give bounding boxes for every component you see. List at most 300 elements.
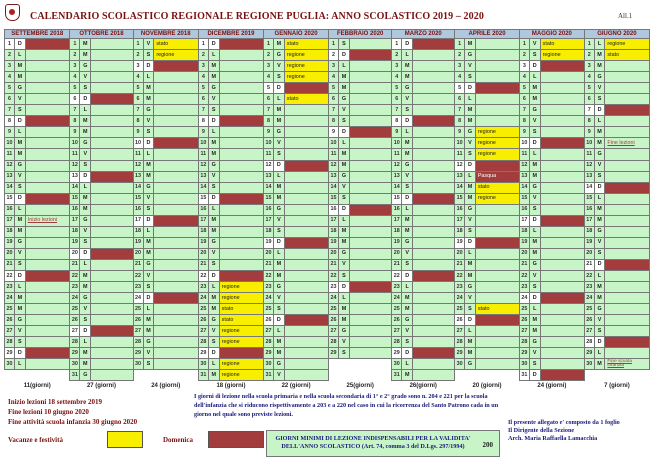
day-letter: S: [339, 193, 350, 204]
legend-sunday-swatch: [208, 431, 264, 448]
day-number: 13: [70, 171, 80, 182]
day-number: 22: [329, 270, 339, 281]
day-cell: [219, 127, 263, 138]
day-cell: [349, 337, 391, 348]
day-letter: D: [143, 61, 154, 72]
day-cell: [540, 193, 584, 204]
day-cell: [219, 116, 263, 127]
day-letter: D: [465, 237, 476, 248]
day-cell: [475, 259, 519, 270]
day-letter: V: [143, 193, 154, 204]
day-number: 13: [264, 171, 274, 182]
day-number: 15: [455, 193, 465, 204]
day-row: [5, 116, 650, 127]
day-cell: [349, 304, 391, 315]
day-letter: S: [402, 182, 413, 193]
day-cell: [540, 237, 584, 248]
day-number: 16: [133, 204, 143, 215]
day-letter: M: [594, 61, 605, 72]
empty-cell: [339, 359, 350, 370]
day-number: 5: [519, 83, 529, 94]
day-cell: [25, 105, 70, 116]
day-number: 18: [70, 226, 80, 237]
day-cell: Pasqua: [475, 171, 519, 182]
day-letter: S: [80, 237, 91, 248]
day-number: 21: [5, 259, 15, 270]
day-number: 14: [133, 182, 143, 193]
day-letter: M: [529, 237, 540, 248]
day-letter: L: [80, 337, 91, 348]
day-number: 2: [392, 50, 402, 61]
attachment-info: [508, 419, 620, 443]
day-number: 26: [329, 315, 339, 326]
day-number: 5: [392, 83, 402, 94]
empty-cell: [5, 370, 15, 381]
day-cell: [219, 171, 263, 182]
day-letter: M: [339, 315, 350, 326]
day-letter: L: [594, 270, 605, 281]
day-letter: G: [529, 182, 540, 193]
day-number: 14: [5, 182, 15, 193]
day-number: 9: [455, 127, 465, 138]
day-cell: [284, 215, 328, 226]
day-number: 6: [519, 94, 529, 105]
month-header: GIUGNO 2020: [584, 30, 649, 39]
day-letter: S: [465, 72, 476, 83]
day-cell: [349, 116, 391, 127]
calendar-table: [4, 29, 650, 392]
day-cell: [154, 282, 199, 293]
day-letter: M: [14, 138, 25, 149]
day-cell: [349, 149, 391, 160]
day-number: 4: [519, 72, 529, 83]
day-cell: [91, 259, 133, 270]
day-number: 23: [5, 282, 15, 293]
day-cell: [413, 359, 455, 370]
day-number: 7: [584, 105, 594, 116]
day-number: 24: [5, 293, 15, 304]
day-number: 9: [584, 127, 594, 138]
day-cell: [540, 116, 584, 127]
day-number: 20: [198, 248, 208, 259]
month-total: 18 (giorni): [216, 383, 246, 390]
day-cell: [413, 193, 455, 204]
day-cell: [25, 116, 70, 127]
day-number: 2: [5, 50, 15, 61]
day-letter: S: [14, 105, 25, 116]
day-letter: G: [80, 370, 91, 381]
day-number: 7: [133, 105, 143, 116]
day-row: [5, 83, 650, 94]
day-letter: L: [529, 149, 540, 160]
day-number: 16: [455, 204, 465, 215]
day-cell: [605, 315, 650, 326]
day-cell: [25, 72, 70, 83]
day-cell: [25, 83, 70, 94]
day-number: 21: [584, 259, 594, 270]
day-cell: regione: [284, 72, 328, 83]
day-letter: L: [402, 204, 413, 215]
day-number: 10: [198, 138, 208, 149]
day-cell: [284, 282, 328, 293]
day-number: 6: [584, 94, 594, 105]
day-cell: [91, 193, 133, 204]
day-letter: M: [208, 370, 219, 381]
day-cell: [475, 215, 519, 226]
day-letter: G: [273, 127, 284, 138]
day-letter: G: [465, 127, 476, 138]
day-cell: [605, 83, 650, 94]
day-cell: [219, 105, 263, 116]
day-letter: G: [465, 359, 476, 370]
day-number: 30: [198, 359, 208, 370]
day-number: 19: [198, 237, 208, 248]
minimum-days-label: GIORNI MINIMI DI LEZIONE INDISPENSABILI PER LA VALIDITA' DELL'ANNO SCOLASTICO (Art. 74, comma 3 del D.Lgs. 297/1994): [275, 435, 471, 450]
day-letter: S: [529, 359, 540, 370]
day-letter: V: [529, 270, 540, 281]
day-cell: [475, 105, 519, 116]
day-cell: [413, 127, 455, 138]
day-cell: [540, 359, 584, 370]
day-letter: D: [143, 215, 154, 226]
day-letter: G: [14, 83, 25, 94]
day-cell: [540, 215, 584, 226]
day-letter: D: [273, 83, 284, 94]
day-number: 21: [70, 259, 80, 270]
day-number: 25: [455, 304, 465, 315]
day-number: 25: [133, 304, 143, 315]
day-number: 4: [264, 72, 274, 83]
day-letter: G: [594, 72, 605, 83]
day-number: 1: [455, 39, 465, 50]
day-letter: S: [143, 359, 154, 370]
day-letter: L: [273, 94, 284, 105]
day-letter: S: [402, 259, 413, 270]
day-number: 9: [329, 127, 339, 138]
day-cell: regione: [154, 50, 199, 61]
legend-sunday-label: Domenica: [163, 436, 193, 444]
day-cell: [154, 348, 199, 359]
day-row: [5, 270, 650, 281]
day-cell: [25, 248, 70, 259]
day-letter: M: [80, 39, 91, 50]
day-number: 5: [133, 83, 143, 94]
month-total: 26(giorni): [409, 383, 437, 390]
day-letter: D: [594, 337, 605, 348]
day-cell: [219, 72, 263, 83]
day-number: 17: [584, 215, 594, 226]
day-cell: [605, 149, 650, 160]
day-cell: [349, 226, 391, 237]
day-number: 27: [455, 326, 465, 337]
day-number: 3: [133, 61, 143, 72]
day-number: 23: [392, 282, 402, 293]
minimum-days-value: 200: [482, 441, 493, 449]
day-number: 12: [198, 160, 208, 171]
day-letter: M: [143, 237, 154, 248]
day-cell: [25, 193, 70, 204]
day-letter: L: [529, 72, 540, 83]
day-cell: [540, 160, 584, 171]
empty-cell: [349, 359, 391, 370]
day-letter: M: [14, 72, 25, 83]
day-number: 26: [70, 315, 80, 326]
day-cell: [219, 138, 263, 149]
day-number: 11: [392, 149, 402, 160]
day-letter: M: [80, 193, 91, 204]
day-cell: [605, 248, 650, 259]
day-letter: M: [594, 127, 605, 138]
day-letter: D: [465, 160, 476, 171]
day-letter: M: [594, 293, 605, 304]
day-number: 28: [584, 337, 594, 348]
day-number: 25: [584, 304, 594, 315]
day-number: 14: [329, 182, 339, 193]
day-number: 20: [70, 248, 80, 259]
day-letter: G: [402, 237, 413, 248]
day-letter: D: [402, 348, 413, 359]
day-letter: S: [339, 270, 350, 281]
day-cell: [540, 105, 584, 116]
day-letter: M: [14, 215, 25, 226]
day-cell: [540, 293, 584, 304]
day-letter: D: [143, 138, 154, 149]
day-cell: [413, 326, 455, 337]
day-cell: [284, 193, 328, 204]
day-number: 12: [5, 160, 15, 171]
day-number: 24: [198, 293, 208, 304]
day-number: 4: [133, 72, 143, 83]
day-letter: D: [529, 215, 540, 226]
day-letter: G: [402, 83, 413, 94]
day-cell: [349, 270, 391, 281]
day-number: 6: [5, 94, 15, 105]
day-letter: L: [14, 127, 25, 138]
day-cell: [605, 72, 650, 83]
day-number: 26: [5, 315, 15, 326]
day-letter: D: [14, 348, 25, 359]
day-cell: [284, 270, 328, 281]
day-number: 12: [70, 160, 80, 171]
day-cell: [540, 61, 584, 72]
day-letter: M: [529, 171, 540, 182]
day-row: [5, 127, 650, 138]
day-cell: [25, 304, 70, 315]
day-row: [5, 248, 650, 259]
day-letter: L: [594, 193, 605, 204]
day-number: 13: [455, 171, 465, 182]
day-cell: [349, 105, 391, 116]
day-number: 17: [5, 215, 15, 226]
day-letter: L: [273, 248, 284, 259]
day-number: 13: [519, 171, 529, 182]
day-cell: [25, 315, 70, 326]
day-number: 30: [133, 359, 143, 370]
day-cell: stato: [154, 39, 199, 50]
day-number: 29: [584, 348, 594, 359]
day-letter: M: [594, 204, 605, 215]
day-cell: [154, 182, 199, 193]
legend-holiday-label: Vacanze e festività: [8, 436, 63, 444]
day-number: 19: [5, 237, 15, 248]
day-cell: [91, 61, 133, 72]
day-number: 26: [455, 315, 465, 326]
day-letter: D: [208, 270, 219, 281]
day-cell: [349, 315, 391, 326]
day-cell: [154, 83, 199, 94]
day-cell: [413, 315, 455, 326]
day-cell: [284, 171, 328, 182]
day-cell: [349, 326, 391, 337]
day-number: 22: [70, 270, 80, 281]
day-letter: V: [594, 315, 605, 326]
day-number: 2: [584, 50, 594, 61]
day-letter: D: [465, 315, 476, 326]
day-number: 27: [329, 326, 339, 337]
day-number: 19: [519, 237, 529, 248]
day-cell: [219, 182, 263, 193]
day-cell: [91, 282, 133, 293]
day-letter: L: [594, 39, 605, 50]
day-letter: L: [80, 105, 91, 116]
month-header: GENNAIO 2020: [264, 30, 329, 39]
day-cell: [284, 182, 328, 193]
day-cell: [25, 138, 70, 149]
day-number: 28: [133, 337, 143, 348]
day-cell: [154, 105, 199, 116]
day-cell: [284, 226, 328, 237]
day-number: 3: [455, 61, 465, 72]
day-number: 16: [584, 204, 594, 215]
day-cell: stato: [219, 304, 263, 315]
day-letter: M: [529, 248, 540, 259]
day-cell: [475, 359, 519, 370]
day-cell: [475, 270, 519, 281]
day-letter: V: [273, 370, 284, 381]
day-number: 15: [584, 193, 594, 204]
day-letter: V: [594, 237, 605, 248]
day-number: 29: [392, 348, 402, 359]
day-cell: [413, 50, 455, 61]
day-number: 28: [329, 337, 339, 348]
day-letter: V: [465, 293, 476, 304]
day-letter: M: [594, 215, 605, 226]
day-cell: [349, 204, 391, 215]
day-cell: [605, 182, 650, 193]
day-cell: [154, 259, 199, 270]
empty-cell: [133, 370, 143, 381]
day-letter: L: [80, 182, 91, 193]
day-number: 14: [519, 182, 529, 193]
day-number: 27: [133, 326, 143, 337]
day-cell: [154, 215, 199, 226]
day-cell: [540, 326, 584, 337]
day-cell: [284, 160, 328, 171]
month-total: 11(giorni): [23, 383, 51, 390]
day-number: 19: [329, 237, 339, 248]
day-cell: [219, 39, 263, 50]
day-number: 11: [584, 149, 594, 160]
day-letter: D: [80, 326, 91, 337]
day-cell: [349, 50, 391, 61]
day-cell: [605, 293, 650, 304]
day-cell: [605, 116, 650, 127]
day-letter: M: [339, 72, 350, 83]
day-letter: G: [80, 61, 91, 72]
day-number: 8: [133, 116, 143, 127]
day-number: 3: [198, 61, 208, 72]
day-cell: [25, 348, 70, 359]
day-letter: G: [143, 337, 154, 348]
day-cell: [91, 39, 133, 50]
day-letter: M: [208, 226, 219, 237]
day-number: 14: [264, 182, 274, 193]
day-row: [5, 193, 650, 204]
day-number: 15: [198, 193, 208, 204]
day-number: 18: [519, 226, 529, 237]
day-row: [5, 50, 650, 61]
day-letter: S: [273, 304, 284, 315]
day-letter: S: [402, 105, 413, 116]
day-number: 2: [133, 50, 143, 61]
empty-cell: [605, 370, 650, 381]
day-letter: L: [402, 127, 413, 138]
day-number: 12: [264, 160, 274, 171]
day-cell: [284, 149, 328, 160]
day-number: 9: [70, 127, 80, 138]
day-row: [5, 171, 650, 182]
day-number: 3: [264, 61, 274, 72]
day-letter: M: [273, 116, 284, 127]
day-number: 7: [198, 105, 208, 116]
day-number: 8: [70, 116, 80, 127]
day-row: [5, 359, 650, 370]
day-letter: L: [14, 282, 25, 293]
day-letter: V: [529, 39, 540, 50]
day-letter: G: [80, 293, 91, 304]
day-number: 2: [70, 50, 80, 61]
day-letter: S: [339, 348, 350, 359]
day-cell: [540, 315, 584, 326]
day-number: 28: [455, 337, 465, 348]
day-cell: [475, 83, 519, 94]
day-number: 31: [70, 370, 80, 381]
note-end: Fine lezioni 10 giugno 2020: [8, 408, 89, 416]
day-number: 29: [133, 348, 143, 359]
day-number: 27: [70, 326, 80, 337]
day-letter: M: [339, 160, 350, 171]
day-cell: regione: [475, 149, 519, 160]
day-cell: [540, 83, 584, 94]
day-letter: M: [14, 61, 25, 72]
empty-cell: [349, 370, 391, 381]
day-letter: V: [143, 39, 154, 50]
day-cell: [91, 337, 133, 348]
day-row: [5, 39, 650, 50]
day-number: 1: [70, 39, 80, 50]
day-cell: [540, 270, 584, 281]
day-letter: G: [208, 160, 219, 171]
day-number: 26: [392, 315, 402, 326]
day-cell: [349, 61, 391, 72]
day-number: 5: [70, 83, 80, 94]
day-number: 16: [329, 204, 339, 215]
day-letter: M: [529, 315, 540, 326]
day-cell: [349, 293, 391, 304]
day-number: 9: [392, 127, 402, 138]
lesson-days-info: I giorni di lezione nella scuola primaria e nella scuola secondaria di 1° e 2° grado sono n. 204 e 221 per la scuola dell'infanzia che si riducono rispettivamente a 203 e a 220 nel caso in cui la ricorrenza del Santo Patrono cada in un giorno nel quale sono previste lezioni.: [194, 393, 499, 418]
day-cell: [25, 61, 70, 72]
